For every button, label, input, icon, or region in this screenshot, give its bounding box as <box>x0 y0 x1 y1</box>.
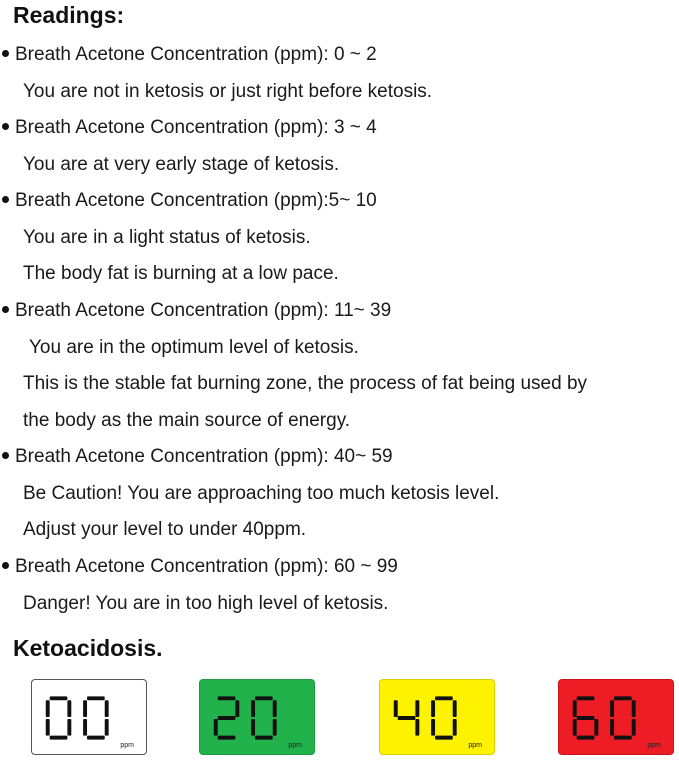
lcd-segment <box>632 719 636 736</box>
range-5-10-description: You are in a light status of ketosis. <box>23 227 311 248</box>
lcd-segment <box>435 696 453 700</box>
range-11-39-description-2: This is the stable fat burning zone, the process of fat being used by <box>23 373 588 394</box>
lcd-segment <box>50 696 68 700</box>
range-3-4-description: You are at very early stage of ketosis. <box>23 154 340 175</box>
unit-label: ppm <box>120 742 134 749</box>
lcd-segment <box>214 719 218 736</box>
range-0-2-description: You are not in ketosis or just right before ketosis. <box>23 81 433 102</box>
range-0-2-item <box>2 43 377 67</box>
lcd-digit <box>394 700 420 735</box>
lcd-segment <box>431 719 435 736</box>
display-reading-20 <box>199 679 315 755</box>
lcd-segment <box>46 700 50 717</box>
lcd-segment <box>67 719 71 736</box>
lcd-segment <box>255 736 273 740</box>
lcd-digit <box>610 696 636 739</box>
range-40-59-item <box>2 445 393 469</box>
lcd-segment <box>614 696 632 700</box>
lcd-digits <box>559 688 673 746</box>
lcd-segment <box>415 700 419 717</box>
range-60-99-description: Danger! You are in too high level of ketosis. <box>23 593 389 614</box>
lcd-segment <box>632 700 636 717</box>
lcd-digits <box>32 688 146 746</box>
lcd-segment <box>453 700 457 717</box>
lcd-segment <box>251 700 255 717</box>
range-label: Breath Acetone Concentration (ppm): 3 ~ 4 <box>15 117 377 138</box>
display-reading-40 <box>379 679 495 755</box>
bullet-icon <box>2 196 9 203</box>
lcd-segment <box>273 719 277 736</box>
range-label: Breath Acetone Concentration (ppm): 40~ 59 <box>15 446 393 467</box>
lcd-segment <box>218 716 236 720</box>
lcd-segment <box>577 736 595 740</box>
range-11-39-description: You are in the optimum level of ketosis. <box>29 337 359 358</box>
lcd-segment <box>398 716 416 720</box>
lcd-segment <box>67 700 71 717</box>
lcd-segment <box>255 696 273 700</box>
lcd-digit <box>431 696 457 739</box>
lcd-segment <box>453 719 457 736</box>
range-40-59-description-2: Adjust your level to under 40ppm. <box>23 519 307 540</box>
lcd-digits <box>200 688 314 746</box>
range-label: Breath Acetone Concentration (ppm): 60 ~ 99 <box>15 556 398 577</box>
range-11-39-item <box>2 299 391 323</box>
lcd-segment <box>218 736 236 740</box>
lcd-segment <box>394 700 398 717</box>
bullet-icon <box>2 123 9 130</box>
lcd-segment <box>610 700 614 717</box>
lcd-segment <box>577 716 595 720</box>
range-5-10-item <box>2 189 377 213</box>
range-40-59-description: Be Caution! You are approaching too much ketosis level. <box>23 483 500 504</box>
display-reading-60 <box>558 679 674 755</box>
lcd-segment <box>577 696 595 700</box>
range-label: Breath Acetone Concentration (ppm): 0 ~ 2 <box>15 44 377 65</box>
lcd-digit <box>46 696 72 739</box>
lcd-segment <box>50 736 68 740</box>
range-label: Breath Acetone Concentration (ppm):5~ 10 <box>15 190 377 211</box>
lcd-digit <box>251 696 277 739</box>
unit-label: ppm <box>468 742 482 749</box>
bullet-icon <box>2 562 9 569</box>
lcd-segment <box>273 700 277 717</box>
lcd-segment <box>87 696 105 700</box>
lcd-segment <box>415 719 419 736</box>
lcd-segment <box>83 700 87 717</box>
range-3-4-item <box>2 116 377 140</box>
lcd-segment <box>87 736 105 740</box>
lcd-digit <box>214 696 240 739</box>
lcd-digit <box>83 696 109 739</box>
lcd-segment <box>218 696 236 700</box>
lcd-digit <box>573 696 599 739</box>
range-11-39-description-3: the body as the main source of energy. <box>23 410 351 431</box>
lcd-segment <box>614 736 632 740</box>
bullet-icon <box>2 452 9 459</box>
lcd-segment <box>105 719 109 736</box>
unit-label: ppm <box>647 742 661 749</box>
lcd-segment <box>46 719 50 736</box>
lcd-segment <box>251 719 255 736</box>
range-5-10-description-2: The body fat is burning at a low pace. <box>23 263 339 284</box>
unit-label: ppm <box>288 742 302 749</box>
lcd-segment <box>610 719 614 736</box>
lcd-digits <box>380 688 494 746</box>
range-label: Breath Acetone Concentration (ppm): 11~ 39 <box>15 300 392 321</box>
ketoacidosis-heading: Ketoacidosis. <box>13 635 163 661</box>
bullet-icon <box>2 306 9 313</box>
lcd-segment <box>435 736 453 740</box>
lcd-segment <box>573 719 577 736</box>
lcd-segment <box>235 700 239 717</box>
display-reading-00 <box>31 679 147 755</box>
lcd-segment <box>431 700 435 717</box>
readings-heading: Readings: <box>13 2 125 28</box>
lcd-segment <box>83 719 87 736</box>
bullet-icon <box>2 50 9 57</box>
lcd-segment <box>105 700 109 717</box>
lcd-segment <box>573 700 577 717</box>
lcd-segment <box>594 719 598 736</box>
range-60-99-item <box>2 555 398 579</box>
